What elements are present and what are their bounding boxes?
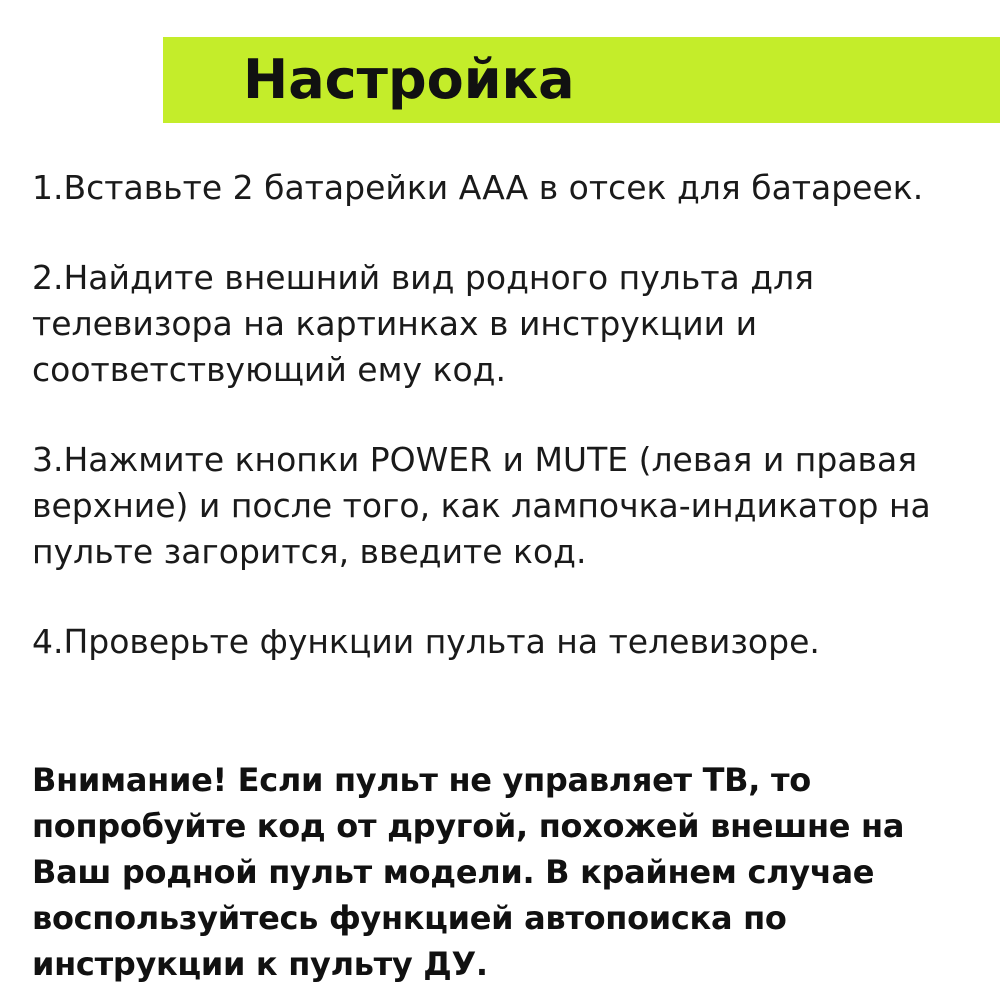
page-title: Настройка	[243, 48, 575, 111]
step-4: 4.Проверьте функции пульта на телевизоре.	[32, 622, 820, 661]
step-3: 3.Нажмите кнопки POWER и MUTE (левая и правая верхние) и после того, как лампочка-индикатор на пульте загорится, введите код.	[32, 440, 931, 571]
step-1: 1.Вставьте 2 батарейки AAA в отсек для батареек.	[32, 168, 924, 207]
steps-list	[32, 165, 982, 709]
step-2: 2.Найдите внешний вид родного пульта для телевизора на картинках в инструкции и соответствующий ему код.	[32, 258, 815, 389]
warning-note: Внимание! Если пульт не управляет ТВ, то попробуйте код от другой, похожей внешне на Ваш родной пульт модели. В крайнем случае воспользуйтесь функцией автопоиска по инструкции к пульту ДУ.	[32, 761, 905, 983]
title-banner	[163, 37, 1000, 123]
